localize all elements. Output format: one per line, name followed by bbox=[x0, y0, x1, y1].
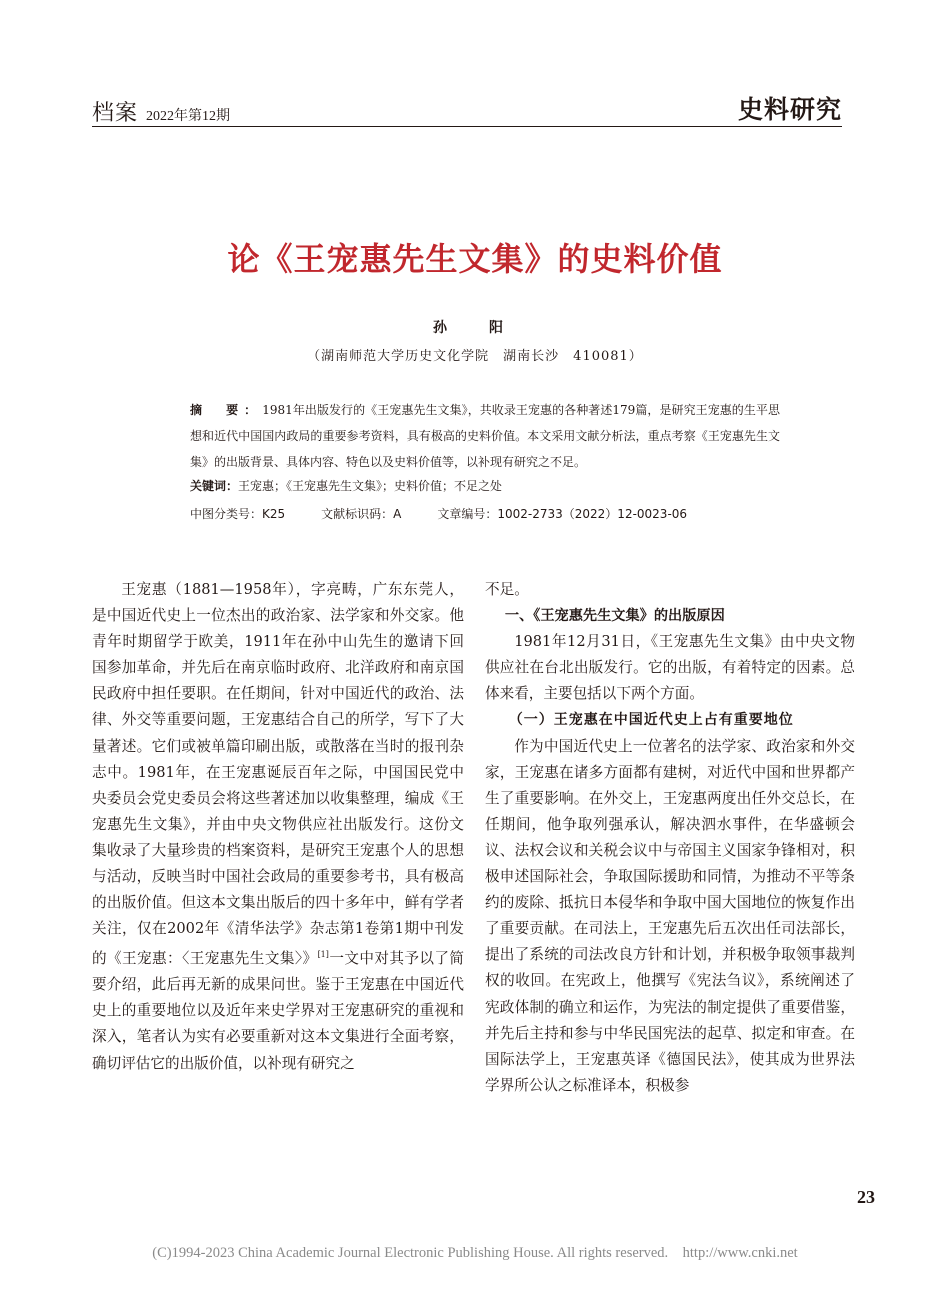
subsection-heading: （一）王宠惠在中国近代史上占有重要地位 bbox=[508, 712, 794, 729]
journal-issue: 2022年第12期 bbox=[146, 109, 231, 124]
body-column-right bbox=[485, 577, 855, 1099]
body-paragraph: 作为中国近代史上一位著名的法学家、政治家和外交家，王宠惠在诸多方面都有建树，对近代中国和世界都产生了重要影响。在外交上，王宠惠两度出任外交总长，在任期间，他争取列强承认，解决泗水事件，在华盛顿会议、法权会议和关税会议中与帝国主义国家争锋相对，积极申述国际社会，争取国际援助和同情，为推动不平等条约的废除、抵抗日本侵华和争取中国大国地位的恢复作出了重要贡献。在司法上，王宠惠先后五次出任司法部长，提出了系统的司法改良方针和计划，并积极争取领事裁判权的收回。在宪政上，他撰写《宪法刍议》，系统阐述了宪政体制的确立和运作，为宪法的制定提供了重要借鉴，并先后主持和参与中华民国宪法的起草、拟定和审查。在国际法学上，王宠惠英译《德国民法》，使其成为世界法学界所公认之标准译本，积极参 bbox=[485, 737, 855, 1094]
author-affiliation: （湖南师范大学历史文化学院 湖南长沙 410081） bbox=[307, 349, 643, 364]
keywords-label: 关键词： bbox=[190, 479, 239, 493]
abstract-text: 1981年出版发行的《王宠惠先生文集》，共收录王宠惠的各种著述179篇，是研究王宠惠的生平思想和近代中国国内政局的重要参考资料，具有极高的史料价值。本文采用文献分析法，重点考察《王宠惠先生文集》的出版背景、具体内容、特色以及史料价值等，以补现有研究之不足。 bbox=[190, 403, 780, 469]
keywords-text: 王宠惠；《王宠惠先生文集》；史料价值；不足之处 bbox=[238, 479, 503, 493]
paragraph-continuation: 不足。 bbox=[485, 581, 529, 598]
article-title: 论《王宠惠先生文集》的史料价值 bbox=[227, 240, 723, 278]
header-rule bbox=[92, 126, 842, 127]
paragraph-text: 王宠惠（1881—1958年），字亮畴，广东东莞人，是中国近代史上一位杰出的政治家、法学家和外交家。他青年时期留学于欧美，1911年在孙中山先生的邀请下回国参加革命，并先后在南京临时政府、北洋政府和南京国民政府中担任要职。在任期间，针对中国近代的政治、法律、外交等重要问题，王宠惠结合自己的所学，写下了大量著述。它们或被单篇印刷出版，或散落在当时的报刊杂志中。1981年，在王宠惠诞辰百年之际，中国国民党中央委员会党史委员会将这些著述加以收集整理，编成《王宠惠先生文集》，并由中央文物供应社出版发行。这份文集收录了大量珍贵的档案资料，是研究王宠惠个人的思想与活动，反映当时中国社会政局的重要参考书，具有极高的出版价值。但这本文集出版后的四十多年中，鲜有学者关注，仅在2002年《清华法学》杂志第1卷第1期中刊发的《王宠惠：〈王宠惠先生文集〉》 bbox=[92, 581, 464, 968]
author-name: 孙 阳 bbox=[433, 320, 517, 336]
copyright-footer: (C)1994-2023 China Academic Journal Electronic Publishing House. All rights reserved. http://www.cnki.net bbox=[152, 1245, 798, 1261]
body-paragraph bbox=[92, 577, 464, 1077]
paragraph-text-tail: 一文中对其予以了简要介绍，此后再无新的成果问世。鉴于王宠惠在中国近代史上的重要地位以及近年来史学界对王宠惠研究的重视和深入，笔者认为实有必要重新对这本文集进行全面考察，确切评估它的出版价值，以补现有研究之 bbox=[92, 950, 464, 1072]
abstract-label: 摘 要： bbox=[190, 403, 263, 417]
journal-header bbox=[92, 96, 230, 127]
section-name: 史料研究 bbox=[737, 95, 842, 124]
page-number: 23 bbox=[857, 1187, 875, 1207]
journal-name: 档案 bbox=[92, 101, 139, 126]
section-heading: 一、《王宠惠先生文集》的出版原因 bbox=[504, 608, 725, 625]
classification-line bbox=[190, 505, 723, 522]
document-code: 文献标识码：A bbox=[321, 507, 402, 521]
citation-ref: [1] bbox=[317, 950, 329, 960]
clc-number: 中图分类号：K25 bbox=[190, 507, 286, 521]
article-number: 文章编号：1002-2733（2022）12-0023-06 bbox=[437, 507, 688, 521]
body-paragraph: 1981年12月31日，《王宠惠先生文集》由中央文物供应社在台北出版发行。它的出版，有着特定的因素。总体来看，主要包括以下两个方面。 bbox=[485, 633, 855, 703]
keywords bbox=[190, 477, 502, 494]
body-column-left bbox=[92, 577, 464, 1077]
abstract bbox=[190, 397, 780, 475]
